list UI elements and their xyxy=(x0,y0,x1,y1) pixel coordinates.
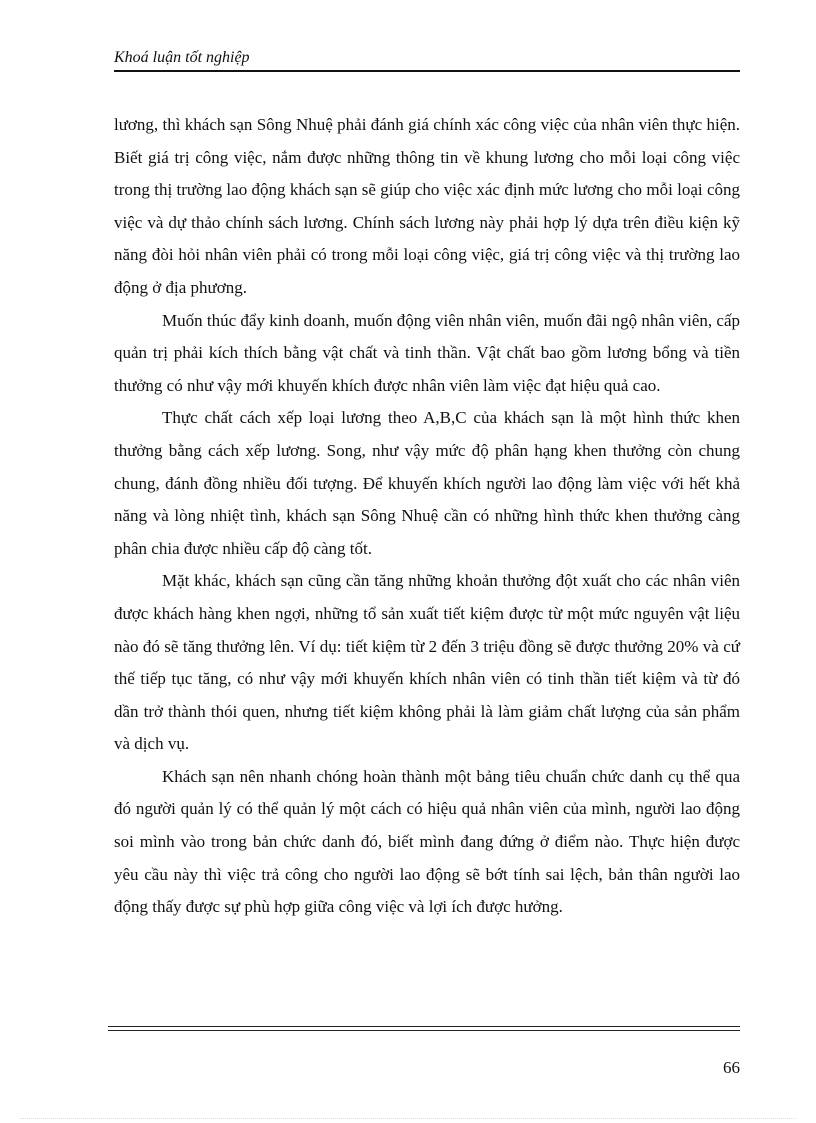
body-text xyxy=(114,109,740,924)
paragraph-5: Khách sạn nên nhanh chóng hoàn thành một bảng tiêu chuẩn chức danh cụ thể qua đó người quản lý có thể quản lý một cách có hiệu quả nhân viên của mình, người lao động soi mình vào trong bản chức danh đó, biết mình đang đứng ở điểm nào. Thực hiện được yêu cầu này thì việc trả công cho người lao động sẽ bớt tính sai lệch, bản thân người lao động thấy được sự phù hợp giữa công việc và lợi ích được hưởng. xyxy=(114,766,740,917)
paragraph-2: Muốn thúc đẩy kinh doanh, muốn động viên nhân viên, muốn đãi ngộ nhân viên, cấp quản trị phải kích thích bằng vật chất và tinh thần. Vật chất bao gồm lương bổng và tiền thưởng có như vậy mới khuyến khích được nhân viên làm việc đạt hiệu quả cao. xyxy=(114,310,740,395)
footer-rule xyxy=(108,1026,740,1031)
page-bottom-border xyxy=(20,1118,796,1119)
page-header xyxy=(114,48,740,72)
page-number: 66 xyxy=(723,1058,740,1077)
header-title: Khoá luận tốt nghiệp xyxy=(114,49,250,66)
paragraph-1: lương, thì khách sạn Sông Nhuệ phải đánh giá chính xác công việc của nhân viên thực hiện. Biết giá trị công việc, nắm được những thông tin về khung lương cho mỗi loại công việc trong thị trường lao động khách sạn sẽ giúp cho việc xác định mức lương cho mỗi loại công việc và dự thảo chính sách lương. Chính sách lương này phải hợp lý dựa trên điều kiện kỹ năng đòi hỏi nhân viên phải có trong mỗi loại công việc, giá trị công việc và thị trường lao động ở địa phương. xyxy=(114,115,740,297)
paragraph-3: Thực chất cách xếp loại lương theo A,B,C của khách sạn là một hình thức khen thưởng bằng cách xếp lương. Song, như vậy mức độ phân hạng khen thưởng còn chung chung, đánh đồng nhiều đối tượng. Để khuyến khích người lao động làm việc với hết khả năng và lòng nhiệt tình, khách sạn Sông Nhuệ cần có những hình thức khen thưởng càng phân chia được nhiều cấp độ càng tốt. xyxy=(114,408,740,558)
header-rule xyxy=(114,70,740,72)
paragraph-4: Mặt khác, khách sạn cũng cần tăng những khoản thưởng đột xuất cho các nhân viên được khách hàng khen ngợi, những tổ sản xuất tiết kiệm được từ một mức nguyên vật liệu nào đó sẽ tăng thưởng lên. Ví dụ: tiết kiệm từ 2 đến 3 triệu đồng sẽ được thưởng 20% và cứ thế tiếp tục tăng, có như vậy mới khuyến khích nhân viên có tinh thần tiết kiệm và từ đó dần trở thành thói quen, nhưng tiết kiệm không phải là làm giảm chất lượng của sản phẩm và dịch vụ. xyxy=(114,571,740,754)
